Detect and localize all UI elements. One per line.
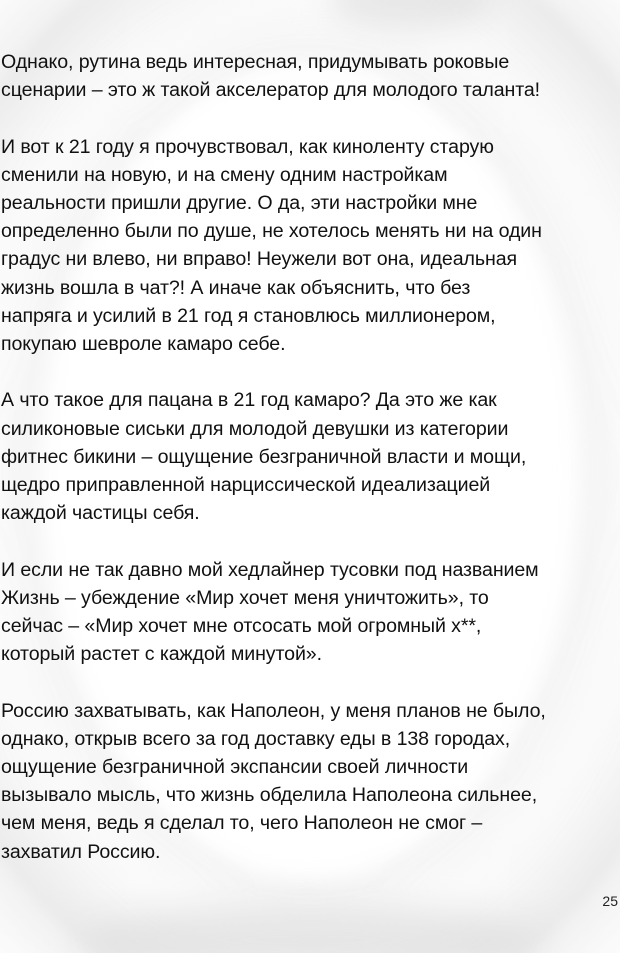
page-number: 25 xyxy=(602,893,618,909)
paragraph-5: Россию захватывать, как Наполеон, у меня планов не было, однако, открыв всего за год доставку еды в 138 городах, ощущение безграничной экспансии своей личности вызывало мысль, что жизнь обделила Наполеона сильнее, чем меня, ведь я сделал то, чего Наполеон не смог – захватил Россию. xyxy=(1,699,546,863)
paragraph-4: И если не так давно мой хедлайнер тусовки под названием Жизнь – убеждение «Мир хочет меня уничтожить», то сейчас – «Мир хочет мне отсосать мой огромный х**, который растет с каждой минутой». xyxy=(1,558,539,666)
paragraph-3: А что такое для пацана в 21 год камаро? Да это же как силиконовые сиськи для молодой девушки из категории фитнес бикини – ощущение безграничной власти и мощи, щедро приправленной нарциссической идеализацией каждой частицы себя. xyxy=(1,389,527,525)
paragraph-2: И вот к 21 году я прочувствовал, как киноленту старую сменили на новую, и на смену одним настройкам реальности пришли другие. О да, эти настройки мне определенно были по душе, не хотелось менять ни на один градус ни влево, ни вправо! Неужели вот она, идеальная жизнь вошла в чат?! А иначе как объяснить, что без напряга и усилий в 21 год я становлюсь миллионером, покупаю шевроле камаро себе. xyxy=(1,135,542,356)
paragraph-1: Однако, рутина ведь интересная, придумывать роковые сценарии – это ж такой акселератор для молодого таланта! xyxy=(1,51,541,102)
body-text xyxy=(1,48,616,894)
